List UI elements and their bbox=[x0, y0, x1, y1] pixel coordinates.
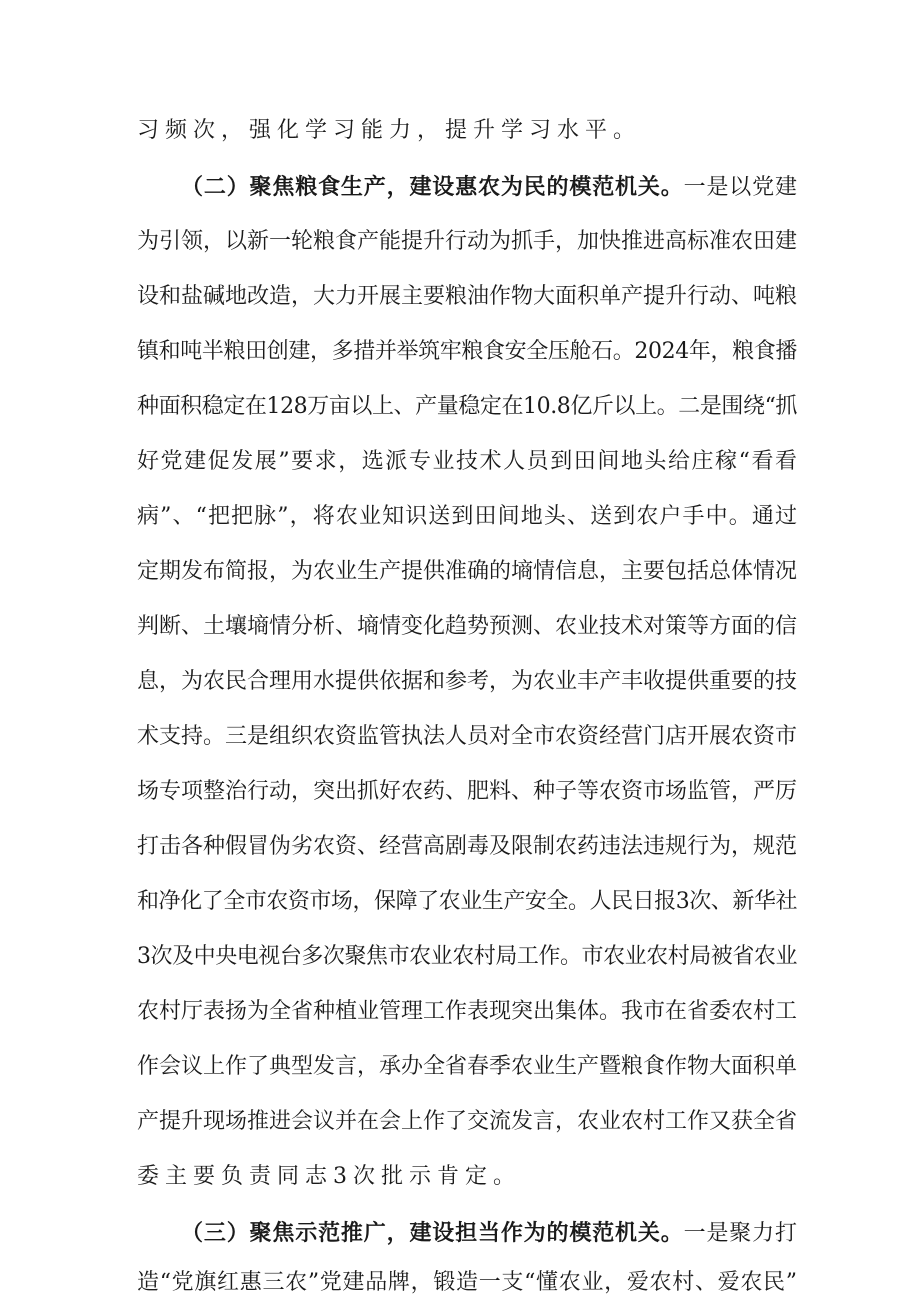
section-heading-line: （三）聚焦示范推广，建设担当作为的模范机关。一是聚力打 bbox=[181, 1220, 797, 1246]
paragraph-line: 造“党旗红惠三农”党建品牌，锻造一支“懂农业，爱农村、爱农民” bbox=[137, 1270, 797, 1295]
paragraph-line: 息，为农民合理用水提供依据和参考，为农业丰产丰收提供重要的技 bbox=[137, 669, 797, 694]
section-heading: （三）聚焦示范推广，建设担当作为的模范机关。 bbox=[181, 1220, 684, 1246]
paragraph-line: 产提升现场推进会议并在会上作了交流发言，农业农村工作又获全省 bbox=[137, 1109, 797, 1134]
paragraph-line: 打击各种假冒伪劣农资、经营高剧毒及限制农药违法违规行为，规范 bbox=[137, 834, 797, 859]
paragraph-line: 农村厅表扬为全省种植业管理工作表现突出集体。我市在省委农村工 bbox=[137, 999, 797, 1024]
paragraph-line: 3次及中央电视台多次聚焦市农业农村局工作。市农业农村局被省农业 bbox=[137, 944, 797, 969]
section-heading: （二）聚焦粮食生产，建设惠农为民的模范机关。 bbox=[181, 174, 684, 200]
paragraph-line: 判断、土壤墒情分析、墒情变化趋势预测、农业技术对策等方面的信 bbox=[137, 614, 797, 639]
paragraph-line: 病”、“把把脉”，将农业知识送到田间地头、送到农户手中。通过 bbox=[137, 504, 797, 529]
paragraph-line: 镇和吨半粮田创建，多措并举筑牢粮食安全压舱石。2024年，粮食播 bbox=[137, 339, 797, 364]
paragraph-line: 种面积稳定在128万亩以上、产量稳定在10.8亿斤以上。二是围绕“抓 bbox=[137, 394, 797, 419]
section-heading-line: （二）聚焦粮食生产，建设惠农为民的模范机关。一是以党建 bbox=[181, 174, 797, 200]
paragraph-line: 术支持。三是组织农资监管执法人员对全市农资经营门店开展农资市 bbox=[137, 724, 797, 749]
paragraph-line: 作会议上作了典型发言，承办全省春季农业生产暨粮食作物大面积单 bbox=[137, 1054, 797, 1079]
paragraph-line: 好党建促发展”要求，选派专业技术人员到田间地头给庄稼“看看 bbox=[137, 449, 797, 474]
paragraph-line: 委主要负责同志3次批示肯定。 bbox=[137, 1164, 521, 1189]
paragraph-line: 和净化了全市农资市场，保障了农业生产安全。人民日报3次、新华社 bbox=[137, 889, 797, 914]
paragraph-line: 习频次，强化学习能力，提升学习水平。 bbox=[137, 118, 642, 143]
paragraph-line: 场专项整治行动，突出抓好农药、肥料、种子等农资市场监管，严厉 bbox=[137, 779, 797, 804]
paragraph-line: 定期发布简报，为农业生产提供准确的墒情信息，主要包括总体情况 bbox=[137, 559, 797, 584]
paragraph-line: 为引领，以新一轮粮食产能提升行动为抓手，加快推进高标准农田建 bbox=[137, 229, 797, 254]
paragraph-line: 设和盐碱地改造，大力开展主要粮油作物大面积单产提升行动、吨粮 bbox=[137, 284, 797, 309]
